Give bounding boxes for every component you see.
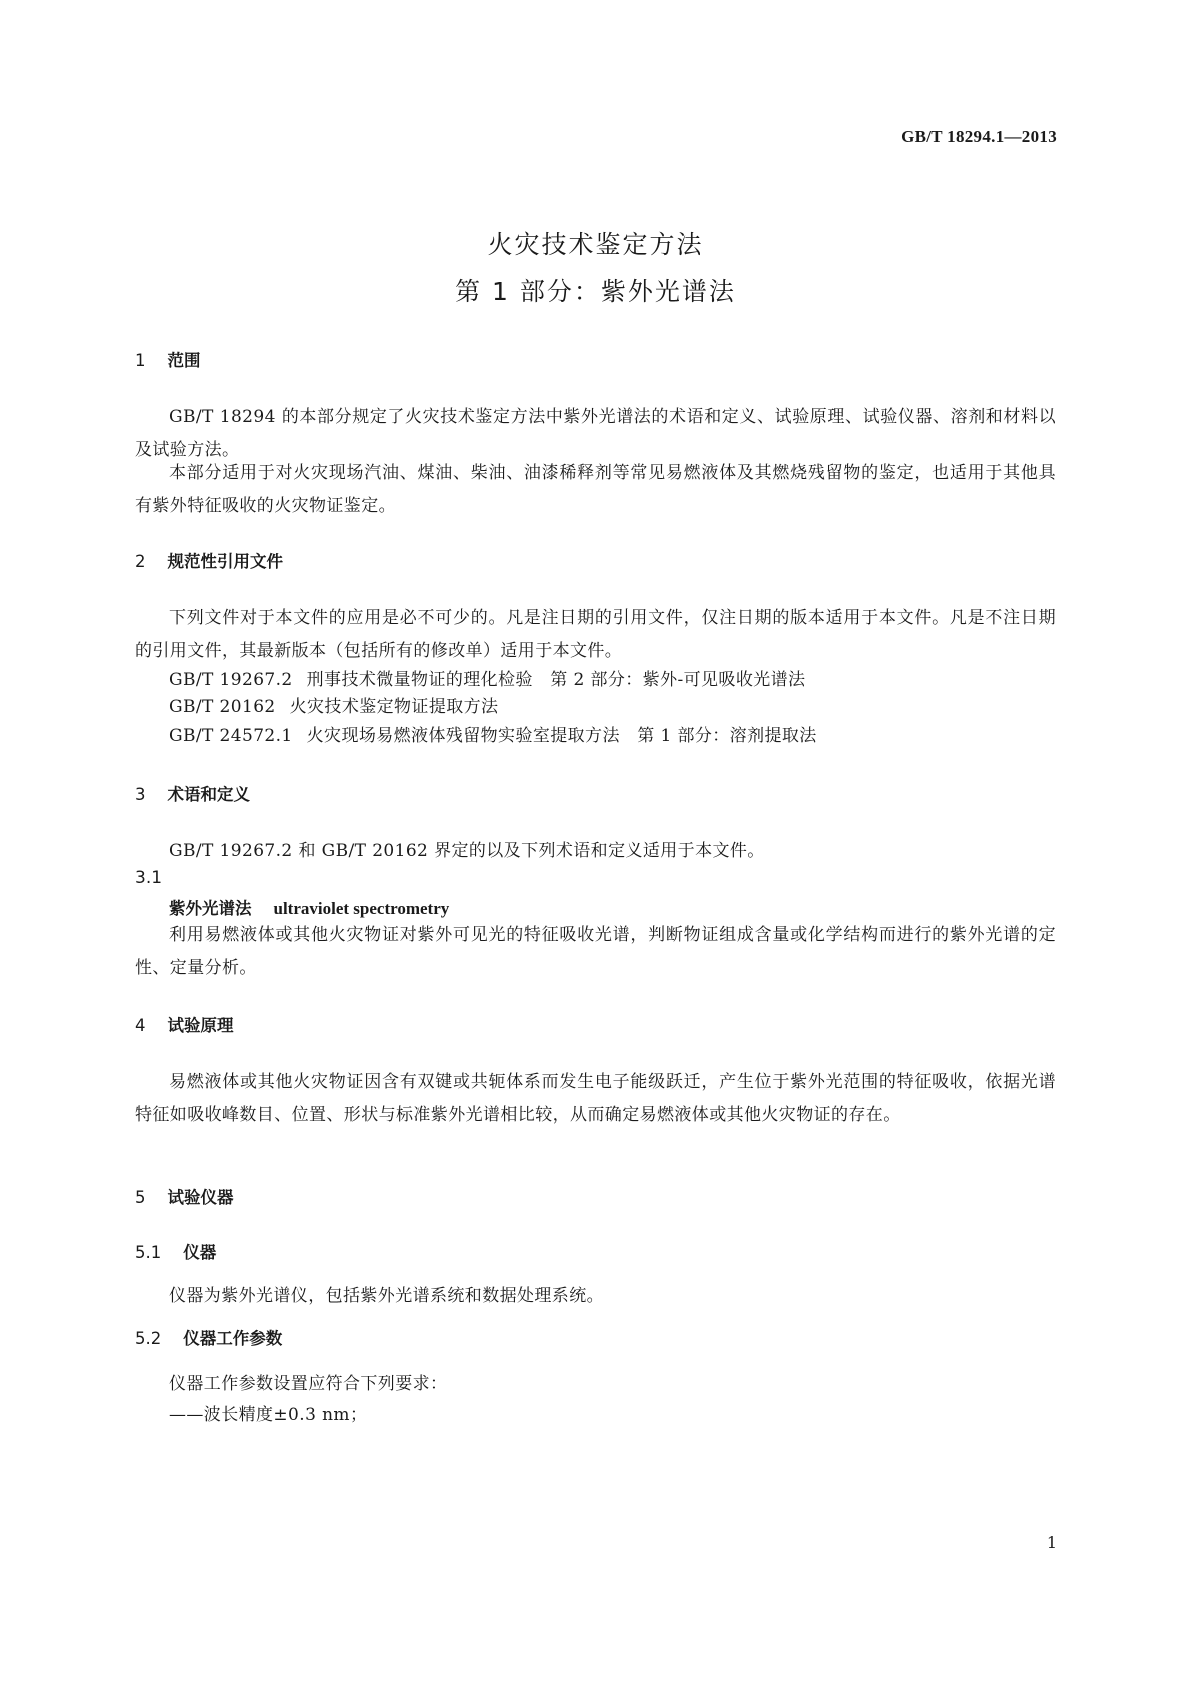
section-4-heading: [135, 1012, 234, 1036]
section-number: 2: [135, 552, 146, 571]
normative-reference-2: [169, 692, 498, 717]
term-definition: 利用易燃液体或其他火灾物证对紫外可见光的特征吸收光谱，判断物证组成含量或化学结构而进行的紫外光谱的定性、定量分析。: [135, 925, 1056, 978]
subsection-5-1-heading: [135, 1239, 216, 1263]
section-4-paragraph-1: 易燃液体或其他火灾物证因含有双键或共轭体系而发生电子能级跃迁，产生位于紫外光范围的特征吸收，依据光谱特征如吸收峰数目、位置、形状与标准紫外光谱相比较，从而确定易燃液体或其他火灾物证的存在。: [135, 1072, 1056, 1125]
section-number: 5: [135, 1188, 146, 1207]
section-3-paragraph-1: GB/T 19267.2 和 GB/T 20162 界定的以及下列术语和定义适用于本文件。: [169, 841, 765, 861]
section-title: 术语和定义: [167, 785, 250, 804]
subsection-5-1-paragraph: 仪器为紫外光谱仪，包括紫外光谱系统和数据处理系统。: [169, 1286, 604, 1306]
requirement-item-1: ——波长精度±0.3 nm；: [169, 1405, 368, 1425]
standard-number: GB/T 18294.1—2013: [901, 127, 1057, 146]
subsection-number: 5.1: [135, 1243, 162, 1262]
reference-title: 火灾技术鉴定物证提取方法: [289, 697, 499, 717]
section-number: 1: [135, 351, 146, 370]
section-3-heading: [135, 781, 250, 805]
normative-reference-3: [169, 721, 817, 746]
section-number: 4: [135, 1016, 146, 1035]
section-title: 试验原理: [167, 1016, 234, 1035]
subsection-title: 仪器工作参数: [183, 1329, 283, 1348]
subsection-title: 仪器: [183, 1243, 217, 1262]
reference-code: GB/T 24572.1: [169, 726, 293, 746]
section-2-heading: [135, 548, 283, 572]
subsection-number: 5.2: [135, 1329, 162, 1348]
section-5-heading: [135, 1184, 234, 1208]
section-title: 范围: [167, 351, 201, 370]
section-2-paragraph-1: 下列文件对于本文件的应用是必不可少的。凡是注日期的引用文件，仅注日期的版本适用于本文件。凡是不注日期的引用文件，其最新版本（包括所有的修改单）适用于本文件。: [135, 608, 1056, 661]
section-1-paragraph-2: 本部分适用于对火灾现场汽油、煤油、柴油、油漆稀释剂等常见易燃液体及其燃烧残留物的鉴定，也适用于其他具有紫外特征吸收的火灾物证鉴定。: [135, 463, 1056, 516]
term-chinese: 紫外光谱法: [169, 899, 252, 918]
term-english: ultraviolet spectrometry: [273, 899, 450, 918]
reference-title: 火灾现场易燃液体残留物实验室提取方法 第 1 部分：溶剂提取法: [306, 726, 817, 746]
reference-title: 刑事技术微量物证的理化检验 第 2 部分：紫外-可见吸收光谱法: [306, 670, 806, 690]
term-entry: [169, 895, 449, 919]
document-title-line1: 火灾技术鉴定方法: [487, 230, 704, 259]
reference-code: GB/T 19267.2: [169, 670, 293, 690]
section-title: 规范性引用文件: [167, 552, 283, 571]
section-number: 3: [135, 785, 146, 804]
subsection-5-2-heading: [135, 1325, 282, 1349]
section-1-paragraph-1: GB/T 18294 的本部分规定了火灾技术鉴定方法中紫外光谱法的术语和定义、试验原理、试验仪器、溶剂和材料以及试验方法。: [135, 407, 1056, 460]
reference-code: GB/T 20162: [169, 697, 276, 717]
term-number: 3.1: [135, 868, 163, 888]
subsection-5-2-paragraph: 仪器工作参数设置应符合下列要求：: [169, 1374, 448, 1394]
document-title-line2: 第 1 部分：紫外光谱法: [455, 277, 736, 306]
section-title: 试验仪器: [167, 1188, 234, 1207]
normative-reference-1: [169, 665, 805, 690]
section-1-heading: [135, 347, 201, 371]
page-number: 1: [1046, 1533, 1057, 1552]
